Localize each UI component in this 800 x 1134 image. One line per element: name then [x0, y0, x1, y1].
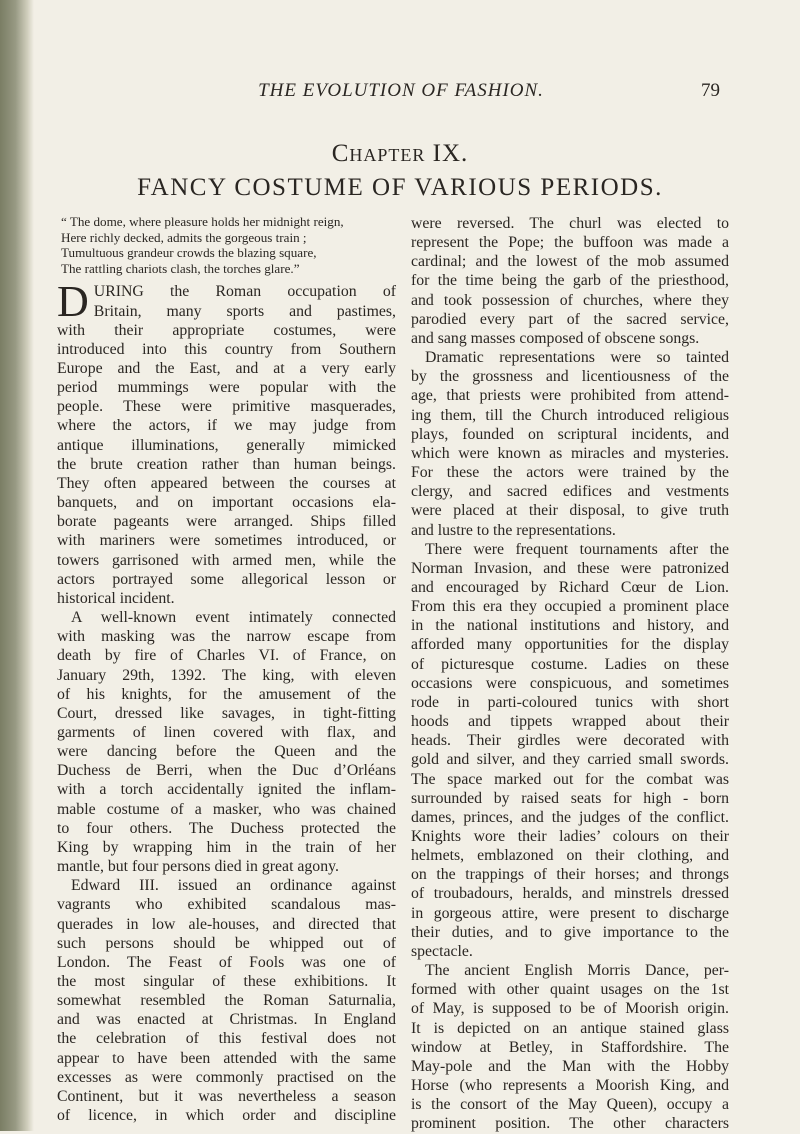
text-line: mantle, but four persons died in great agony.: [57, 858, 339, 876]
text-line: and lustre to the representations.: [411, 521, 616, 539]
text-line: and was enacted at Christmas. In England: [57, 1011, 396, 1029]
text-line: with masking was the narrow escape from: [57, 628, 396, 646]
text-line: URING the Roman occupation of: [93, 283, 396, 301]
text-line: Edward III. issued an ordinance against: [71, 877, 396, 895]
text-line: in the national institutions and history, and: [411, 617, 729, 635]
text-line: on the trappings of their horses; and throngs: [411, 866, 729, 884]
text-line: borate pageants were arranged. Ships filled: [57, 513, 396, 531]
text-line: They often appeared between the courses at: [57, 474, 396, 492]
text-line: parodied every part of the sacred service,: [411, 310, 729, 328]
text-line: From this era they occupied a prominent place: [411, 598, 729, 616]
paragraph: [57, 321, 396, 608]
text-line: hoods and tippets wrapped about their: [411, 713, 729, 731]
opening-paragraph: [57, 277, 396, 327]
text-line: appear to have been attended with the same: [57, 1049, 396, 1067]
text-line: towers garrisoned with armed men, while the: [57, 551, 396, 569]
text-line: for the time being the garb of the priesthood,: [411, 272, 729, 290]
text-line: which were known as miracles and mysteries.: [411, 444, 729, 462]
running-header: THE EVOLUTION OF FASHION.: [258, 80, 544, 101]
paragraph: [57, 876, 396, 1125]
text-line: and sang masses composed of obscene songs.: [411, 329, 700, 347]
text-line: Europe and the East, and at a very early: [57, 360, 396, 377]
text-line: the celebration of this festival does not: [57, 1030, 396, 1048]
text-line: of troubadours, heralds, and minstrels dressed: [411, 885, 729, 903]
text-line: rode in parti-coloured tunics with short: [411, 693, 729, 711]
text-line: Dramatic representations were so tainted: [425, 349, 729, 367]
text-line: death by fire of Charles VI. of France, on: [57, 647, 396, 665]
text-line: period mummings were popular with the: [57, 379, 396, 397]
text-line: where the actors, if we may judge from: [57, 417, 396, 435]
text-line: occasions were conspicuous, and sometimes: [411, 674, 729, 692]
paragraph: [57, 608, 396, 876]
text-line: gold and silver, and they carried small swords.: [411, 751, 729, 769]
epigraph-line: The rattling chariots clash, the torches glare.”: [61, 260, 300, 276]
text-line: of his knights, for the amusement of the: [57, 685, 396, 703]
epigraph: [57, 214, 396, 276]
text-line: banquets, and on important occasions ela-: [57, 494, 396, 512]
chapter-number: Chapter IX.: [331, 140, 469, 167]
text-line: Knights wore their ladies’ colours on their: [411, 828, 729, 845]
epigraph-line: “ The dome, where pleasure holds her midnight reign,: [61, 214, 344, 229]
text-line: helmets, emblazoned on their clothing, and: [411, 847, 729, 865]
text-line: The ancient English Morris Dance, per-: [425, 962, 729, 980]
text-line: somewhat resembled the Roman Saturnalia,: [57, 992, 396, 1010]
text-line: There were frequent tournaments after the: [425, 540, 729, 558]
text-line: were dancing before the Queen and the: [57, 743, 396, 761]
text-line: prominent position. The other characters: [411, 1115, 729, 1133]
text-line: plays, founded on scriptural incidents, and: [411, 425, 729, 443]
text-line: the most singular of these exhibitions. It: [57, 973, 396, 990]
text-line: May-pole and the Man with the Hobby: [411, 1057, 729, 1075]
text-line: is the consort of the May Queen), occupy a: [411, 1096, 729, 1114]
text-line: of licence, in which order and discipline: [57, 1107, 396, 1125]
text-line: Norman Invasion, and these were patronized: [411, 559, 729, 577]
text-line: spectacle.: [411, 942, 473, 960]
text-line: afforded many opportunities for the display: [411, 636, 729, 654]
text-line: cardinal; and the lowest of the mob assumed: [411, 253, 729, 271]
book-spine-shadow: [0, 0, 34, 1131]
text-line: Continent, but it was nevertheless a season: [57, 1087, 396, 1105]
text-line: dames, princes, and the judges of the conflict.: [411, 808, 729, 826]
text-line: to four others. The Duchess protected the: [57, 819, 396, 837]
text-line: querades in low ale-houses, and directed that: [57, 915, 396, 933]
text-line: January 29th, 1392. The king, with eleven: [57, 666, 396, 684]
text-line: of picturesque costume. Ladies on these: [411, 655, 729, 673]
text-line: The space marked out for the combat was: [411, 770, 729, 788]
left-column: [57, 214, 396, 1125]
paragraph: [411, 961, 729, 1133]
chapter-title: FANCY COSTUME OF VARIOUS PERIODS.: [137, 174, 663, 201]
text-line: were placed at their disposal, to give truth: [411, 502, 729, 520]
text-line: in gorgeous attire, were present to discharge: [411, 904, 729, 922]
text-line: represent the Pope; the buffoon was made a: [411, 234, 729, 252]
text-line: window at Betley, in Staffordshire. The: [411, 1038, 729, 1056]
text-line: introduced into this country from Southern: [57, 340, 396, 358]
text-line: It is depicted on an antique stained glass: [411, 1019, 729, 1037]
text-line: garments of linen covered with flax, and: [57, 723, 396, 741]
text-line: formed with other quaint usages on the 1st: [411, 981, 729, 999]
text-line: by the grossness and licentiousness of the: [411, 368, 729, 386]
text-line: actors portrayed some allegorical lesson or: [57, 570, 396, 588]
paragraph: [411, 214, 729, 348]
text-line: Court, dressed like savages, in tight-fitting: [57, 704, 396, 722]
text-line: antique illuminations, generally mimicked: [57, 436, 396, 454]
text-line: with mariners were sometimes introduced, or: [57, 532, 396, 550]
text-line: people. These were primitive masquerades,: [57, 398, 396, 416]
epigraph-line: Tumultuous grandeur crowds the blazing square,: [61, 245, 317, 261]
text-line: For these the actors were trained by the: [411, 464, 729, 482]
page-number: 79: [701, 80, 720, 101]
text-line: A well-known event intimately connected: [71, 609, 396, 627]
text-line: of May, is supposed to be of Moorish origin.: [411, 1000, 729, 1018]
paragraph: [411, 348, 729, 540]
epigraph-line: Here richly decked, admits the gorgeous train ;: [61, 229, 307, 245]
text-line: were reversed. The churl was elected to: [411, 215, 729, 232]
text-line: ing them, till the Church introduced religious: [411, 406, 729, 424]
text-line: Duchess de Berri, when the Duc d’Orléans: [57, 762, 396, 780]
text-line: clergy, and sacred edifices and vestments: [411, 483, 729, 501]
text-line: such persons should be whipped out of: [57, 934, 396, 952]
text-line: and took possession of churches, where they: [411, 291, 729, 309]
text-line: the brute creation rather than human beings.: [57, 455, 396, 473]
text-line: Britain, many sports and pastimes,: [93, 302, 396, 320]
text-line: their duties, and to give importance to the: [411, 923, 729, 941]
text-line: Horse (who represents a Moorish King, and: [411, 1077, 729, 1095]
text-line: age, that priests were prohibited from attend-: [411, 387, 729, 405]
text-line: historical incident.: [57, 589, 175, 607]
text-line: with their appropriate costumes, were: [57, 321, 396, 339]
drop-cap: D: [57, 277, 89, 327]
text-line: with a torch accidentally ignited the inflam-: [57, 781, 396, 799]
paragraph: [411, 540, 729, 961]
text-line: mable costume of a masker, who was chained: [57, 800, 396, 818]
text-line: and encouraged by Richard Cœur de Lion.: [411, 578, 729, 596]
text-line: London. The Feast of Fools was one of: [57, 953, 396, 971]
text-line: excesses as were commonly practised on the: [57, 1068, 396, 1086]
text-line: vagrants who exhibited scandalous mas-: [57, 896, 396, 914]
text-line: King by wrapping him in the train of her: [57, 838, 396, 856]
text-line: surrounded by raised seats for high - born: [411, 789, 729, 807]
text-line: heads. Their girdles were decorated with: [411, 732, 729, 750]
right-column: [411, 214, 729, 1134]
